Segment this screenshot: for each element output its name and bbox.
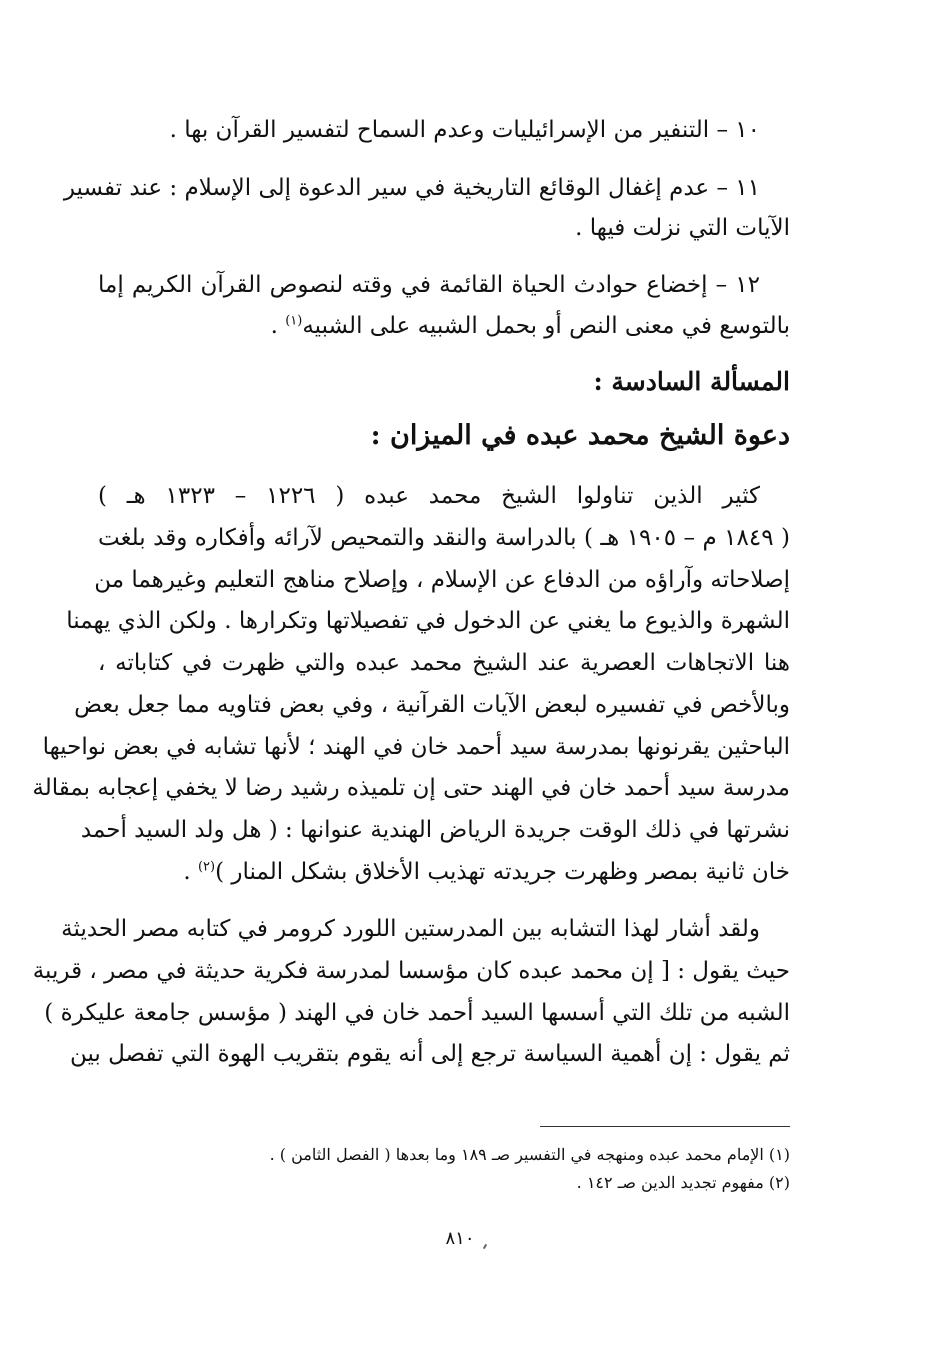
section-subtitle: دعوة الشيخ محمد عبده في الميزان : <box>370 420 790 451</box>
list-item-12-line-1: ١٢ – إخضاع حوادث الحياة القائمة في وقته لنصوص القرآن الكريم إما <box>98 272 760 298</box>
paragraph-1-line-6: وبالأخص في تفسيره لبعض الآيات القرآنية ، وفي بعض فتاويه مما جعل بعض <box>74 692 790 718</box>
paragraph-2-line-2: حيث يقول : [ إن محمد عبده كان مؤسسا لمدرسة فكرية حديثة في مصر ، قريبة <box>32 958 790 984</box>
paragraph-1-line-10-end: . <box>183 859 198 885</box>
list-item-11-line-2: الآيات التي نزلت فيها . <box>575 215 790 241</box>
footnote-ref-2: (٢) <box>197 859 216 875</box>
footnote-ref-1: (١) <box>285 313 303 329</box>
paragraph-2-line-4: ثم يقول : إن أهمية السياسة ترجع إلى أنه يقوم بتقريب الهوة التي تفصل بين <box>69 1041 790 1067</box>
list-item-10: ١٠ – التنفير من الإسرائيليات وعدم السماح لتفسير القرآن بها . <box>169 117 760 143</box>
paragraph-1-line-2: ( ١٨٤٩ م – ١٩٠٥ هـ ) بالدراسة والنقد والتمحيص لآرائه وأفكاره وقد بلغت <box>98 525 790 551</box>
page-number: ٨١٠ <box>445 1228 475 1249</box>
section-title: المسألة السادسة : <box>593 367 790 396</box>
footnote-separator <box>540 1126 790 1127</box>
paragraph-1-line-7: الباحثين يقرنونها بمدرسة سيد أحمد خان في الهند ؛ لأنها تشابه في بعض نواحيها <box>42 734 790 760</box>
list-item-12-line-2 <box>98 311 790 341</box>
paragraph-1-line-1: كثير الذين تناولوا الشيخ محمد عبده ( ١٢٢٦ – ١٣٢٣ هـ ) <box>98 483 760 509</box>
paragraph-1-line-9: نشرتها في ذلك الوقت جريدة الرياض الهندية عنوانها : ( هل ولد السيد أحمد <box>80 817 790 843</box>
paragraph-1-line-4: الشهرة والذيوع ما يغني عن الدخول في تفصيلاتها وتكرارها . ولكن الذي يهمنا <box>66 608 790 634</box>
list-item-12-text: بالتوسع في معنى النص أو بحمل الشبيه على الشبيه <box>302 313 790 339</box>
footnote-2: (٢) مفهوم تجديد الدين صـ ١٤٢ . <box>576 1173 790 1192</box>
list-item-11-line-1: ١١ – عدم إغفال الوقائع التاريخية في سير الدعوة إلى الإسلام : عند تفسير <box>63 175 760 201</box>
footnote-1: (١) الإمام محمد عبده ومنهجه في التفسير صـ ١٨٩ وما بعدها ( الفصل الثامن ) . <box>269 1145 790 1164</box>
paragraph-2-line-1: ولقد أشار لهذا التشابه بين المدرستين اللورد كرومر في كتابه مصر الحديثة <box>61 916 760 942</box>
paragraph-1-line-8: مدرسة سيد أحمد خان في الهند حتى إن تلميذه رشيد رضا لا يخفي إعجابه بمقالة <box>32 775 790 801</box>
list-item-12-end: . <box>270 313 286 339</box>
paragraph-1-line-5: هنا الاتجاهات العصرية عند الشيخ محمد عبده والتي ظهرت في كتاباته ، <box>98 650 790 676</box>
paragraph-1-line-3: إصلاحاته وآراؤه من الدفاع عن الإسلام ، وإصلاح مناهج التعليم وغيرهما من <box>94 567 790 593</box>
paragraph-1-line-10 <box>98 857 790 887</box>
paragraph-2-line-3: الشبه من تلك التي أسسها السيد أحمد خان في الهند ( مؤسس جامعة عليكرة ) <box>44 1000 790 1026</box>
paragraph-1-line-10-text: خان ثانية بمصر وظهرت جريدته تهذيب الأخلاق بشكل المنار ) <box>215 859 790 885</box>
